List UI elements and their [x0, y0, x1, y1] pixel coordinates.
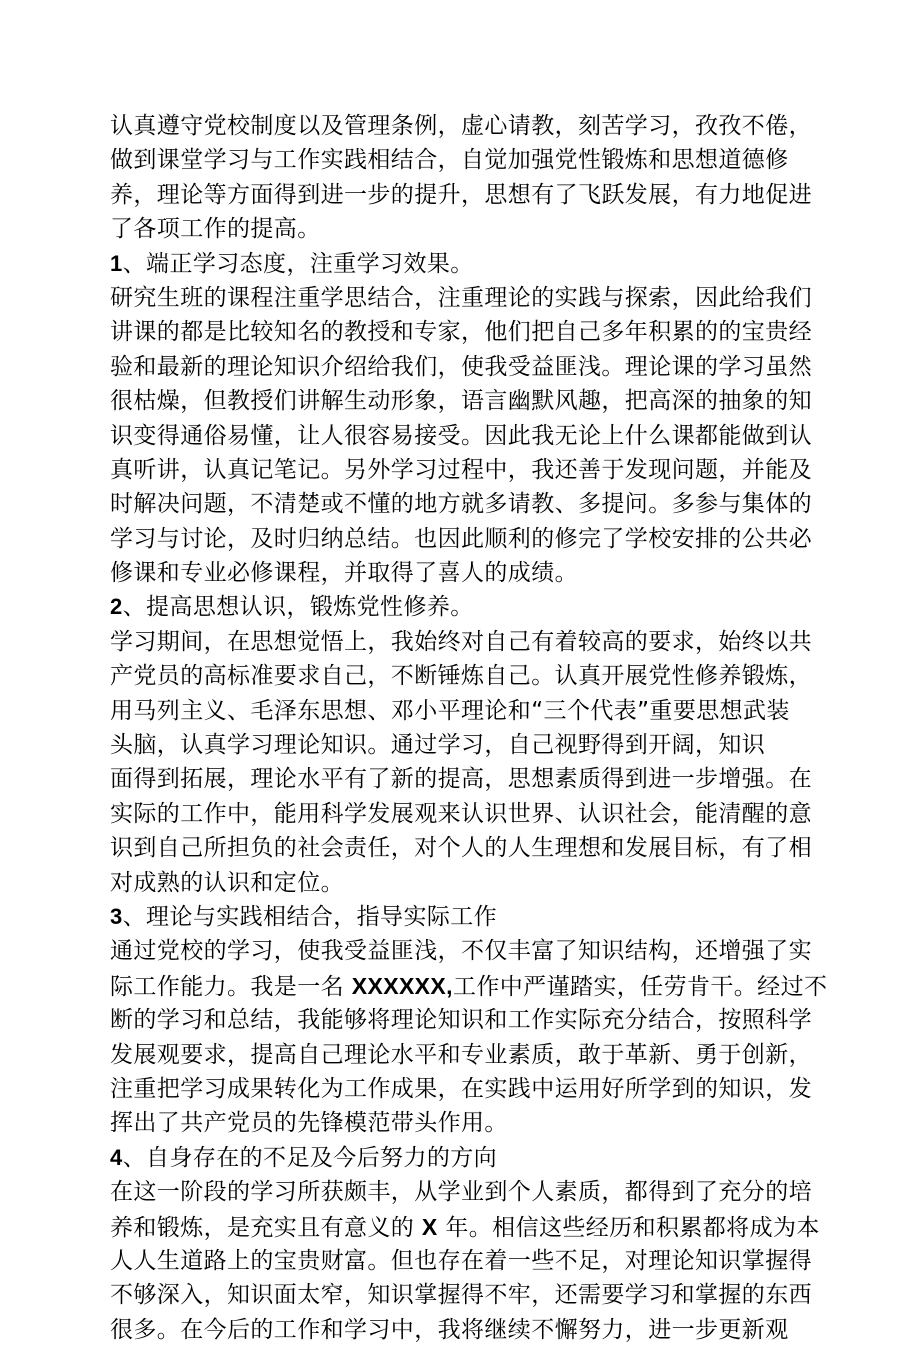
text-run: 对成熟的认识和定位。 [110, 869, 344, 896]
text-run: 很多。在今后的工作和学习中，我将继续不懈努力，进一步更新观 [110, 1316, 789, 1343]
bold-text: 4 [110, 1144, 123, 1170]
text-line [110, 281, 810, 315]
text-line [110, 453, 810, 487]
text-run: 、自身存在的不足及今后努力的方向 [122, 1144, 498, 1171]
text-run: 了各项工作的提高。 [110, 216, 321, 243]
text-line [110, 1313, 810, 1347]
bold-text: X [421, 1213, 438, 1240]
text-run: 、端正学习态度，注重学习效果。 [122, 250, 474, 277]
text-line [110, 728, 810, 762]
text-line [110, 315, 810, 349]
text-line [110, 384, 810, 418]
text-run: 发展观要求，提高自己理论水平和专业素质，敢于革新、勇于创新， [110, 1041, 812, 1068]
text-run: 不够深入，知识面太窄，知识掌握得不牢，还需要学习和掌握的东西 [110, 1282, 812, 1309]
text-run: 养，理论等方面得到进一步的提升，思想有了飞跃发展，有力地促进 [110, 181, 812, 208]
text-run: 研究生班的课程注重学思结合，注重理论的实践与探索，因此给我们 [110, 284, 812, 311]
text-line [110, 178, 810, 212]
text-run: 认真遵守党校制度以及管理条例，虚心请教，刻苦学习，孜孜不倦， [110, 113, 812, 139]
text-run: 头脑，认真学习理论知识。通过学习，自己视野得到开阔，知识 [110, 732, 766, 759]
text-line [110, 522, 810, 556]
text-line [110, 1003, 810, 1037]
text-line [110, 109, 810, 143]
text-line [110, 419, 810, 453]
text-line [110, 590, 810, 624]
text-line [110, 1072, 810, 1106]
text-line [110, 1210, 820, 1244]
text-run: 际工作能力。我是一名 [110, 973, 352, 1000]
text-run: 产党员的高标准要求自己，不断锤炼自己。认真开展党性修养锻炼， [110, 663, 812, 690]
text-run: 验和最新的理论知识介绍给我们，使我受益匪浅。理论课的学习虽然 [110, 353, 812, 380]
text-line [110, 694, 810, 728]
text-run: 识变得通俗易懂，让人很容易接受。因此我无论上什么课都能做到认 [110, 422, 812, 449]
text-run: 时解决问题，不清楚或不懂的地方就多请教、多提问。多参与集体的 [110, 491, 812, 518]
text-line [110, 1175, 810, 1209]
text-line [110, 350, 810, 384]
text-line [110, 212, 810, 246]
text-run: 学习与讨论，及时归纳总结。也因此顺利的修完了学校安排的公共必 [110, 525, 812, 552]
text-run: 通过党校的学习，使我受益匪浅，不仅丰富了知识结构，还增强了实 [110, 938, 812, 965]
text-line [110, 969, 828, 1003]
text-line [110, 556, 810, 590]
text-line [110, 1244, 810, 1278]
text-line [110, 831, 810, 865]
text-line [110, 1038, 810, 1072]
text-run: 用马列主义、毛泽东思想、邓小平理论和“三个代表”重要思想武装 [110, 697, 790, 724]
bold-text: XXXXXX, [351, 972, 453, 999]
text-run: 挥出了共产党员的先锋模范带头作用。 [110, 1110, 508, 1137]
text-run: 做到课堂学习与工作实践相结合，自觉加强党性锻炼和思想道德修 [110, 147, 789, 174]
text-run: 在这一阶段的学习所获颇丰，从学业到个人素质，都得到了充分的培 [110, 1179, 812, 1206]
text-line [110, 934, 810, 968]
text-run: 工作中严谨踏实，任劳肯干。经过不 [452, 973, 828, 1000]
text-line [110, 1278, 810, 1312]
bold-text: 3 [110, 903, 123, 929]
text-run: 识到自己所担负的社会责任，对个人的人生理想和发展目标，有了相 [110, 835, 812, 862]
text-run: 注重把学习成果转化为工作成果，在实践中运用好所学到的知识，发 [110, 1075, 812, 1102]
text-line [110, 900, 810, 934]
text-run: 养和锻炼，是充实且有意义的 [110, 1214, 422, 1241]
text-run: 学习期间，在思想觉悟上，我始终对自己有着较高的要求，始终以共 [110, 628, 812, 655]
text-line [110, 1106, 810, 1140]
text-run: 面得到拓展，理论水平有了新的提高，思想素质得到进一步增强。在 [110, 766, 812, 793]
text-run: 、提高思想认识，锻炼党性修养。 [122, 594, 474, 621]
bold-text: 2 [110, 594, 123, 620]
text-run: 真听讲，认真记笔记。另外学习过程中，我还善于发现问题，并能及 [110, 456, 812, 483]
text-line [110, 625, 810, 659]
bold-text: 1 [110, 250, 123, 276]
text-run: 、理论与实践相结合，指导实际工作 [122, 903, 498, 930]
text-run: 很枯燥，但教授们讲解生动形象，语言幽默风趣，把高深的抽象的知 [110, 388, 812, 415]
text-run: 断的学习和总结，我能够将理论知识和工作实际充分结合，按照科学 [110, 1007, 812, 1034]
text-run: 人人生道路上的宝贵财富。但也存在着一些不足，对理论知识掌握得 [110, 1247, 812, 1274]
text-line [110, 1141, 810, 1175]
text-line [110, 797, 810, 831]
text-line [110, 487, 810, 521]
text-run: 实际的工作中，能用科学发展观来认识世界、认识社会，能清醒的意 [110, 800, 812, 827]
text-run: 修课和专业必修课程，并取得了喜人的成绩。 [110, 560, 578, 587]
text-line [110, 659, 810, 693]
text-run: 讲课的都是比较知名的教授和专家，他们把自己多年积累的的宝贵经 [110, 319, 812, 346]
text-line [110, 143, 810, 177]
text-line [110, 247, 810, 281]
text-line [110, 866, 810, 900]
text-line [110, 762, 810, 796]
document-body [110, 109, 828, 1347]
text-run: 年。相信这些经历和积累都将成为本 [437, 1214, 820, 1241]
